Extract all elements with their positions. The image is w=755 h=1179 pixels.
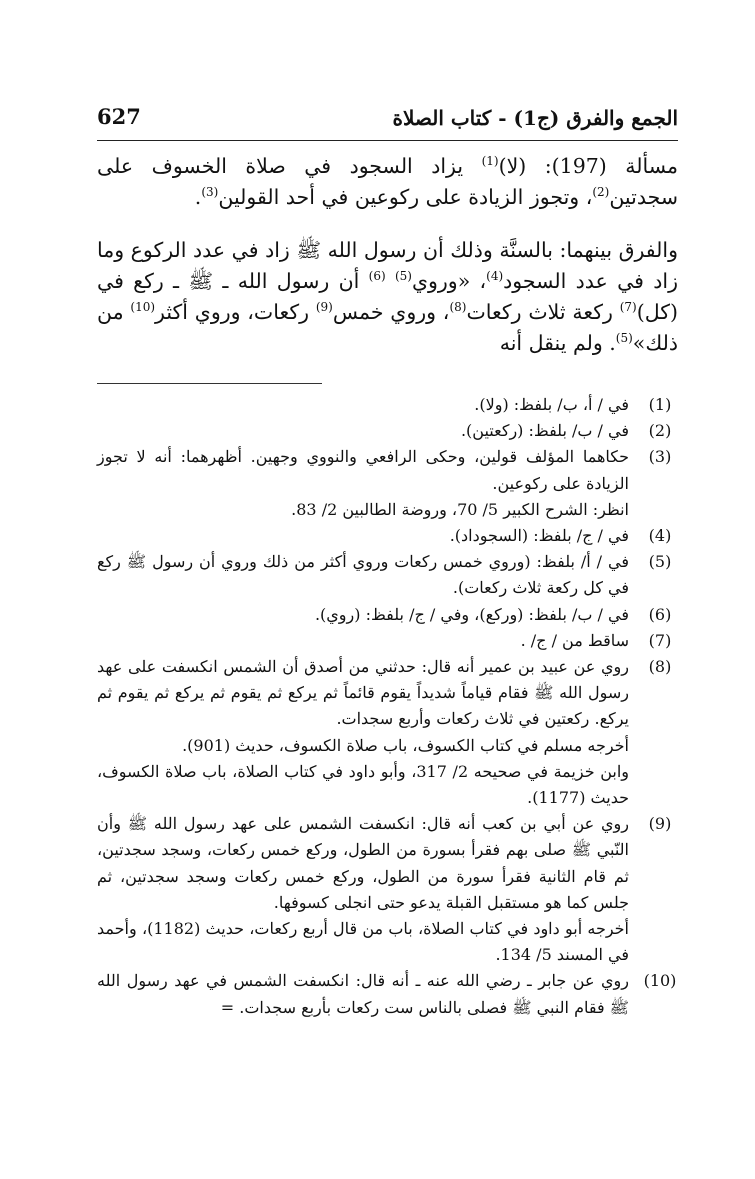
footnote-number: (6)	[648, 604, 672, 624]
footnote-ref: (8)	[449, 300, 467, 315]
footnote-number: (4)	[648, 526, 672, 546]
footnote-10: (10) روي عن جابر ـ رضي الله عنه ـ أنه قال: انكسفت الشمس في عهد رسول الله ﷺ فقام النبي ﷺ فصلى بالناس ست ركعات بأربع سجدات. =	[97, 968, 678, 1020]
footnote-number: (8)	[648, 657, 672, 677]
footnote-number: (10)	[643, 971, 677, 991]
footnote-1: (1) في / أ، ب/ بلفظ: (ولا).	[97, 392, 678, 418]
footnote-7: (7) ساقط من / ج/ .	[97, 628, 678, 654]
footnote-number: (3)	[648, 447, 672, 467]
footnote-2: (2) في / ب/ بلفظ: (ركعتين).	[97, 418, 678, 444]
footnote-ref: (5)	[394, 269, 412, 284]
footnote-6: (6) في / ب/ بلفظ: (وركع)، وفي / ج/ بلفظ: (روي).	[97, 602, 678, 628]
footnote-number: (9)	[648, 814, 672, 834]
footnote-5: (5) في / أ/ بلفظ: (وروي خمس ركعات وروي أكثر من ذلك وروي أن رسول ﷺ ركع في كل ركعة ثلاث ركعات).	[97, 549, 678, 601]
footnote-number: (1)	[648, 395, 672, 414]
footnote-ref: (3)	[201, 185, 219, 200]
footnote-separator	[97, 383, 322, 384]
footnote-ref: (9)	[315, 300, 333, 315]
footnote-ref: (1)	[481, 154, 499, 169]
footnote-4: (4) في / ج/ بلفظ: (السجوداد).	[97, 523, 678, 549]
difference-paragraph: والفرق بينهما: بالسنَّة وذلك أن رسول الله ﷺ زاد في عدد الركوع وما زاد في عدد السجود$^{(4)}$، «وروي$^{(5)}$ $^{(6)}$ أن رسول الله ـ ﷺ ـ ركع في (كل)$^{(7)}$ ركعة ثلاث ركعات$^{(8)}$، وروي خمس$^{(9)}$ ركعات، وروي أكثر$^{(10)}$ من ذلك»$^{(5)}$. ولم ينقل أنه	[97, 238, 678, 355]
page-number: 627	[97, 104, 141, 129]
footnote-3: (3) حكاهما المؤلف قولين، وحكى الرافعي والنووي وجهين. أظهرهما: أنه لا تجوز الزيادة على ركوعين. انظر: الشرح الكبير 5/ 70، وروضة الطالبين 2/ 83.	[97, 444, 678, 523]
footnote-ref: (5)	[615, 331, 633, 346]
issue-paragraph: مسألة (197): (لا)$^{(1)}$ يزاد السجود في صلاة الخسوف على سجدتين$^{(2)}$، وتجوز الزيادة على ركوعين في أحد القولين$^{(3)}$.	[97, 154, 679, 209]
book-page	[97, 100, 678, 1021]
header-title: الجمع والفرق (ج1) - كتاب الصلاة	[392, 106, 678, 130]
footnote-8: (8) روي عن عبيد بن عمير أنه قال: حدثني من أصدق أن الشمس انكسفت على عهد رسول الله ﷺ فقام قياماً شديداً يقوم قائماً ثم يركع ثم يقوم ثم يركع ثم يقوم ثم يركع. ركعتين في ثلاث ركعات وأربع سجدات. أخرجه مسلم في كتاب الكسوف، باب صلاة الكسوف، حديث (901). وابن خزيمة في صحيحه 2/ 317، وأبو داود في كتاب الصلاة، باب صلاة الكسوف، حديث (1177).	[97, 654, 678, 811]
footnote-number: (5)	[648, 552, 672, 572]
footnote-number: (7)	[648, 630, 672, 650]
footnote-ref: (2)	[592, 185, 610, 200]
footnote-ref: (6)	[368, 269, 386, 284]
footnote-ref: (4)	[486, 269, 504, 284]
footnotes	[97, 392, 678, 1021]
footnote-9: (9) روي عن أبي بن كعب أنه قال: انكسفت الشمس على عهد رسول الله ﷺ وأن النّبي ﷺ صلى بهم فقرأ بسورة من الطول، وركع خمس ركعات، وسجد سجدتين، ثم قام الثانية فقرأ سورة من الطول، وركع خمس ركعات وسجد سجدتين، ثم جلس كما هو مستقبل القبلة يدعو حتى انجلى كسوفها. أخرجه أبو داود في كتاب الصلاة، باب من قال أربع ركعات، حديث (1182)، وأحمد في المسند 5/ 134.	[97, 811, 678, 968]
footnote-ref: (7)	[619, 300, 637, 315]
running-header	[97, 100, 678, 141]
footnote-number: (2)	[648, 421, 672, 441]
footnote-ref: (10)	[130, 300, 156, 315]
